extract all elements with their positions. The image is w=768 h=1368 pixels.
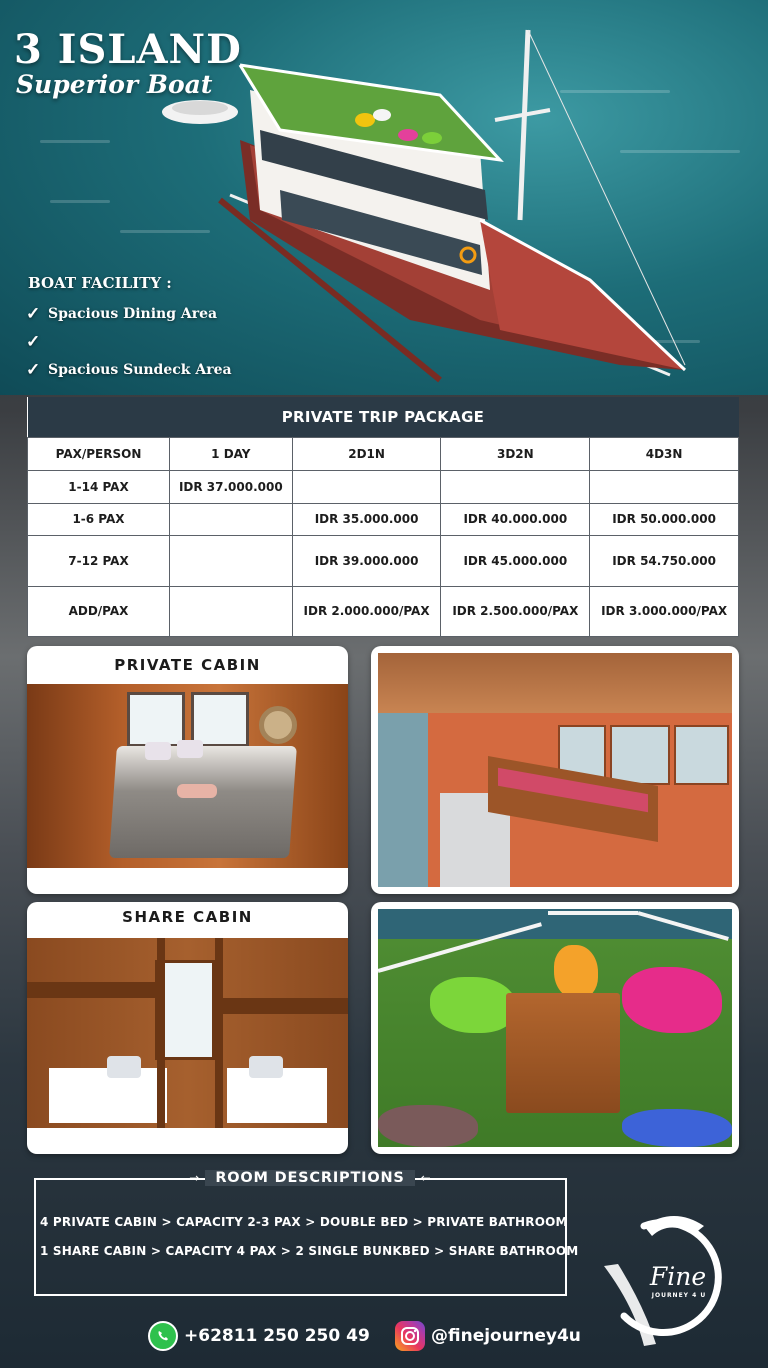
share-cabin-card	[27, 902, 348, 1154]
checkmark-icon: ✓	[26, 332, 41, 352]
facility-item-label: Spacious Dining Area	[48, 306, 218, 322]
table-cell: IDR 3.000.000/PAX	[590, 586, 739, 636]
hero-banner	[0, 0, 768, 395]
instagram-handle: @finejourney4u	[431, 1326, 581, 1346]
room-description-line: 4 PRIVATE CABIN > CAPACITY 2-3 PAX > DOUBLE BED > PRIVATE BATHROOM	[40, 1215, 568, 1229]
instagram-icon	[395, 1321, 425, 1351]
sundeck-card	[371, 902, 739, 1154]
table-cell: IDR 50.000.000	[590, 503, 739, 535]
dining-area-card	[371, 646, 739, 894]
table-header-cell: PAX/PERSON	[28, 437, 170, 470]
table-cell: IDR 2.000.000/PAX	[292, 586, 441, 636]
facility-item	[26, 300, 232, 328]
table-cell	[170, 535, 293, 586]
boat-image	[150, 20, 710, 390]
hero-subtitle: Superior Boat	[16, 70, 213, 99]
table-cell: IDR 35.000.000	[292, 503, 441, 535]
table-cell: IDR 37.000.000	[170, 470, 293, 503]
price-table	[27, 397, 739, 637]
table-cell: ADD/PAX	[28, 586, 170, 636]
table-row	[28, 503, 739, 535]
table-header-cell: 1 DAY	[170, 437, 293, 470]
dining-area-photo	[378, 653, 732, 887]
table-cell	[292, 470, 441, 503]
logo-name: Fine	[649, 1262, 707, 1291]
facility-item	[26, 356, 232, 384]
table-cell	[590, 470, 739, 503]
table-cell: IDR 45.000.000	[441, 535, 590, 586]
room-description-line: 1 SHARE CABIN > CAPACITY 4 PAX > 2 SINGLE BUNKBED > SHARE BATHROOM	[40, 1244, 579, 1258]
phone-contact[interactable]	[148, 1322, 370, 1350]
facility-list	[26, 300, 232, 384]
whatsapp-icon	[148, 1321, 178, 1351]
table-cell: 1-6 PAX	[28, 503, 170, 535]
table-cell: IDR 40.000.000	[441, 503, 590, 535]
checkmark-icon: ✓	[26, 304, 41, 324]
table-header-cell: 2D1N	[292, 437, 441, 470]
checkmark-icon: ✓	[26, 360, 41, 380]
instagram-contact[interactable]	[395, 1322, 581, 1350]
table-cell: 1-14 PAX	[28, 470, 170, 503]
room-descriptions-title: ROOM DESCRIPTIONS	[205, 1170, 414, 1186]
table-row	[28, 535, 739, 586]
table-header-row	[28, 437, 739, 470]
sundeck-photo	[378, 909, 732, 1147]
table-row	[28, 586, 739, 636]
hero-title: 3 ISLAND	[14, 26, 242, 73]
share-cabin-photo	[27, 938, 348, 1128]
table-cell: IDR 2.500.000/PAX	[441, 586, 590, 636]
logo-subtitle: JOURNEY 4 U	[651, 1292, 707, 1299]
table-cell: 7-12 PAX	[28, 535, 170, 586]
private-cabin-card	[27, 646, 348, 894]
share-cabin-title: SHARE CABIN	[122, 908, 253, 926]
arrow-left-icon: ←	[420, 1171, 431, 1185]
private-cabin-photo	[27, 684, 348, 868]
table-cell	[441, 470, 590, 503]
table-cell: IDR 39.000.000	[292, 535, 441, 586]
table-header-cell: 4D3N	[590, 437, 739, 470]
table-cell	[170, 586, 293, 636]
room-descriptions-box	[34, 1178, 567, 1296]
table-header-cell: 3D2N	[441, 437, 590, 470]
arrow-right-icon: →	[189, 1171, 200, 1185]
private-cabin-title: PRIVATE CABIN	[114, 656, 261, 674]
facility-item-label: Spacious Sundeck Area	[48, 362, 232, 378]
facility-item	[26, 328, 232, 356]
facility-heading: BOAT FACILITY :	[28, 274, 172, 292]
phone-number: +62811 250 250 49	[184, 1326, 370, 1346]
table-row	[28, 470, 739, 503]
table-title: PRIVATE TRIP PACKAGE	[28, 397, 739, 437]
table-cell: IDR 54.750.000	[590, 535, 739, 586]
table-cell	[170, 503, 293, 535]
room-descriptions-header	[180, 1167, 440, 1189]
